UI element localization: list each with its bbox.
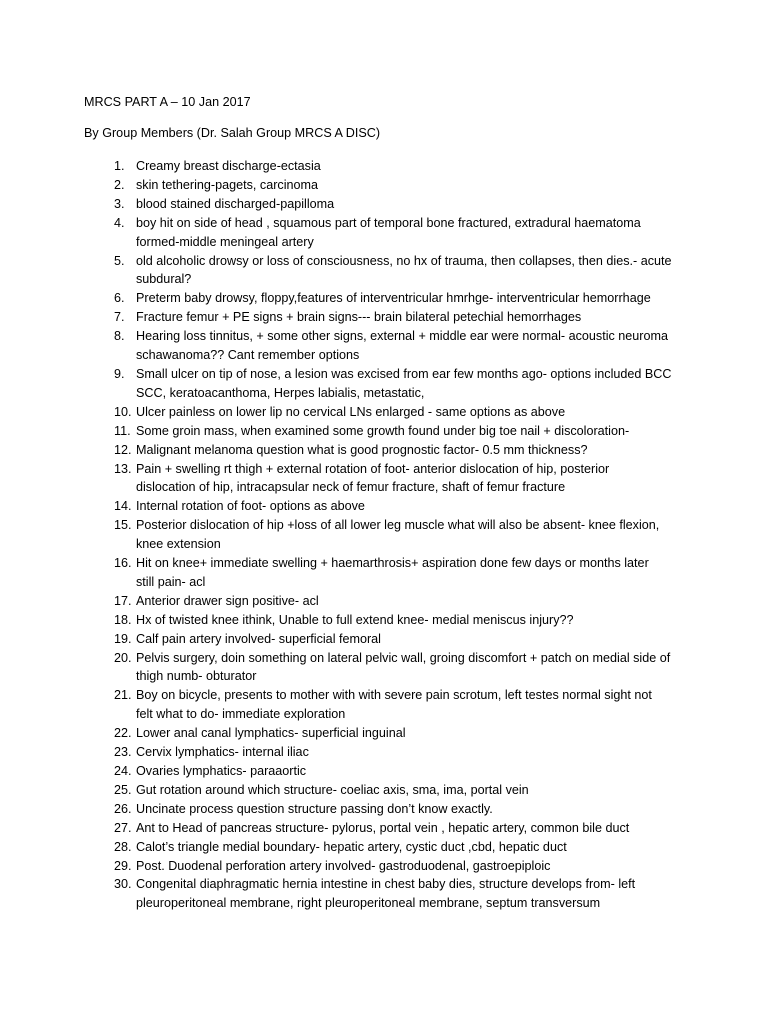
list-item-text: Ulcer painless on lower lip no cervical LNs enlarged - same options as above (136, 404, 566, 419)
list-item (84, 327, 698, 365)
list-item (84, 460, 698, 498)
list-item-text: Some groin mass, when examined some growth found under big toe nail + discoloration- (136, 423, 630, 438)
list-item-number: 14. (114, 499, 132, 514)
list-item-number: 19. (114, 631, 132, 646)
list-item (84, 592, 698, 611)
list-item-text: skin tethering-pagets, carcinoma (136, 177, 319, 192)
list-item-number: 11. (114, 423, 131, 438)
list-item (84, 649, 698, 687)
list-item-number: 16. (114, 556, 132, 571)
list-item (84, 403, 698, 422)
list-item (84, 214, 698, 252)
list-item-number: 27. (114, 820, 132, 835)
list-item-number: 9. (114, 366, 125, 381)
list-item-number: 25. (114, 782, 132, 797)
list-item-text: Pain + swelling rt thigh + external rotation of foot- anterior dislocation of hip, posterior dislocation of hip, intracapsular neck of femur fracture, shaft of femur fracture (136, 461, 610, 495)
list-item-text: Fracture femur + PE signs + brain signs--- brain bilateral petechial hemorrhages (136, 310, 582, 325)
list-item (84, 857, 698, 876)
list-item (84, 762, 698, 781)
list-item-text: Pelvis surgery, doin something on lateral pelvic wall, groing discomfort + patch on medial side of thigh numb- obturator (136, 650, 671, 684)
list-item-number: 5. (114, 253, 125, 268)
list-item-text: Creamy breast discharge-ectasia (136, 159, 321, 173)
list-item (84, 422, 698, 441)
list-item-text: Boy on bicycle, presents to mother with with severe pain scrotum, left testes normal sight not felt what to do- immediate exploration (136, 688, 652, 722)
list-item (84, 819, 698, 838)
list-item (84, 724, 698, 743)
list-item (84, 252, 698, 290)
list-item-number: 1. (114, 159, 125, 173)
list-item-number: 26. (114, 801, 132, 816)
list-item-text: Anterior drawer sign positive- acl (136, 593, 319, 608)
list-item (84, 365, 698, 403)
list-item (84, 289, 698, 308)
list-item-text: Hearing loss tinnitus, + some other signs, external + middle ear were normal- acoustic neuroma schawanoma?? Cant remember options (136, 329, 668, 363)
list-item-text: Calot’s triangle medial boundary- hepatic artery, cystic duct ,cbd, hepatic duct (136, 839, 567, 854)
list-item (84, 157, 698, 176)
document-subtitle: By Group Members (Dr. Salah Group MRCS A DISC) (84, 126, 381, 140)
list-item-number: 24. (114, 764, 132, 778)
list-item-text: Gut rotation around which structure- coeliac axis, sma, ima, portal vein (136, 782, 529, 797)
list-item-number: 13. (114, 461, 132, 476)
list-item (84, 743, 698, 762)
list-item-text: Ant to Head of pancreas structure- pylorus, portal vein , hepatic artery, common bile duct (136, 820, 630, 835)
list-item (84, 686, 698, 724)
list-item-number: 28. (114, 839, 132, 854)
list-item-number: 12. (114, 442, 132, 457)
list-item-text: Calf pain artery involved- superficial femoral (136, 631, 381, 646)
list-item-number: 15. (114, 518, 132, 533)
list-item-text: Malignant melanoma question what is good prognostic factor- 0.5 mm thickness? (136, 442, 588, 457)
list-item-text: Post. Duodenal perforation artery involved- gastroduodenal, gastroepiploic (136, 858, 551, 873)
list-item-text: Hx of twisted knee ithink, Unable to full extend knee- medial meniscus injury?? (136, 612, 574, 627)
list-item (84, 781, 698, 800)
list-item-text: blood stained discharged-papilloma (136, 196, 335, 211)
list-item-text: Uncinate process question structure passing don’t know exactly. (136, 801, 493, 816)
list-item (84, 516, 698, 554)
list-item (84, 195, 698, 214)
list-item (84, 176, 698, 195)
list-item-number: 4. (114, 215, 125, 230)
list-item-number: 8. (114, 329, 125, 344)
list-item-text: Internal rotation of foot- options as above (136, 499, 365, 514)
list-item (84, 875, 698, 913)
list-item-text: Preterm baby drowsy, floppy,features of interventricular hmrhge- interventricular hemorrhage (136, 291, 651, 306)
list-item-text: Small ulcer on tip of nose, a lesion was excised from ear few months ago- options included BCC SCC, keratoacanthoma, Herpes labialis, metastatic, (136, 366, 672, 400)
list-item-text: Cervix lymphatics- internal iliac (136, 745, 309, 760)
list-item-text: Hit on knee+ immediate swelling + haemarthrosis+ aspiration done few days or months later still pain- acl (136, 556, 649, 589)
list-item-text: old alcoholic drowsy or loss of consciousness, no hx of trauma, then collapses, then dies.- acute subdural? (136, 253, 672, 287)
list-item-text: Lower anal canal lymphatics- superficial inguinal (136, 726, 406, 741)
list-item (84, 611, 698, 630)
list-item-number: 7. (114, 310, 125, 325)
list-item (84, 838, 698, 857)
list-item-number: 21. (114, 688, 132, 703)
list-item-number: 17. (114, 593, 132, 608)
question-list (84, 157, 698, 913)
list-item-number: 2. (114, 177, 125, 192)
list-item-text: Congenital diaphragmatic hernia intestine in chest baby dies, structure develops from- left pleuroperitoneal membrane, right pleuroperitoneal membrane, septum transversum (136, 877, 636, 911)
document-title: MRCS PART A – 10 Jan 2017 (84, 95, 251, 109)
list-item-number: 6. (114, 291, 125, 306)
list-item-text: Posterior dislocation of hip +loss of all lower leg muscle what will also be absent- knee flexion, knee extension (136, 518, 660, 552)
list-item (84, 554, 698, 592)
list-item-text: boy hit on side of head , squamous part of temporal bone fractured, extradural haematoma formed-middle meningeal artery (136, 215, 641, 249)
list-item-number: 3. (114, 196, 125, 211)
list-item-text: Ovaries lymphatics- paraaortic (136, 764, 307, 778)
list-item-number: 22. (114, 726, 132, 741)
list-item-number: 18. (114, 612, 132, 627)
list-item-number: 30. (114, 877, 132, 892)
list-item-number: 10. (114, 404, 132, 419)
list-item (84, 308, 698, 327)
list-item-number: 20. (114, 650, 132, 665)
list-item (84, 497, 698, 516)
list-item-number: 29. (114, 858, 132, 873)
list-item (84, 630, 698, 649)
list-item (84, 441, 698, 460)
list-item-number: 23. (114, 745, 132, 760)
list-item (84, 800, 698, 819)
